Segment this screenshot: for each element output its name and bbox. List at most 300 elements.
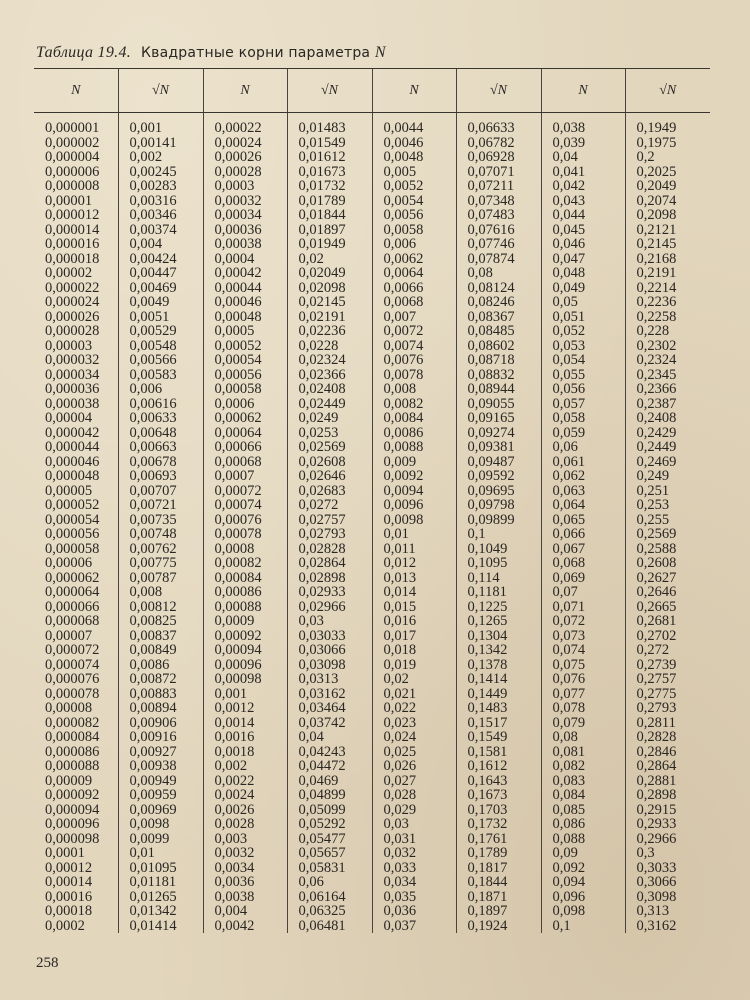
cell-sqrt-n: 0,00825 xyxy=(118,614,203,629)
cell-n: 0,0008 xyxy=(203,542,287,557)
cell-n: 0,0001 xyxy=(45,845,85,861)
cell-n: 0,0014 xyxy=(203,716,287,731)
table-row xyxy=(34,556,710,571)
cell-sqrt-n: 0,07746 xyxy=(456,237,541,252)
cell-n: 0,0016 xyxy=(203,730,287,745)
cell-sqrt-n: 0,09055 xyxy=(456,397,541,412)
cell-n: 0,00082 xyxy=(203,556,287,571)
cell-n: 0,021 xyxy=(372,687,456,702)
table-row xyxy=(34,527,710,542)
cell-n: 0,06 xyxy=(541,440,625,455)
cell-sqrt-n: 0,1181 xyxy=(456,585,541,600)
cell-n: 0,00036 xyxy=(203,223,287,238)
caption-title xyxy=(141,45,386,61)
cell-n: 0,016 xyxy=(372,614,456,629)
cell-sqrt-n: 0,01673 xyxy=(287,165,372,180)
cell-sqrt-n: 0,2 xyxy=(625,150,710,165)
cell-n: 0,00048 xyxy=(203,310,287,325)
cell-n: 0,055 xyxy=(541,368,625,383)
table-row xyxy=(34,397,710,412)
cell-sqrt-n: 0,0098 xyxy=(118,817,203,832)
cell-n: 0,0036 xyxy=(203,875,287,890)
cell-sqrt-n: 0,01095 xyxy=(118,861,203,876)
cell-n: 0,041 xyxy=(541,165,625,180)
cell-sqrt-n: 0,02236 xyxy=(287,324,372,339)
cell-sqrt-n: 0,00663 xyxy=(118,440,203,455)
cell-n: 0,000086 xyxy=(45,743,100,760)
cell-sqrt-n: 0,00346 xyxy=(118,208,203,223)
cell-n: 0,045 xyxy=(541,223,625,238)
table-row xyxy=(34,846,710,861)
cell-n: 0,000084 xyxy=(45,729,100,745)
cell-n: 0,000038 xyxy=(45,395,100,412)
cell-sqrt-n: 0,00762 xyxy=(118,542,203,557)
cell-n: 0,0042 xyxy=(203,919,287,934)
cell-sqrt-n: 0,2702 xyxy=(625,629,710,644)
cell-sqrt-n: 0,1703 xyxy=(456,803,541,818)
cell-sqrt-n: 0,03066 xyxy=(287,643,372,658)
cell-n: 0,096 xyxy=(541,890,625,905)
table-row xyxy=(34,295,710,310)
cell-sqrt-n: 0,00469 xyxy=(118,281,203,296)
cell-n: 0,00094 xyxy=(203,643,287,658)
cell-n: 0,000092 xyxy=(45,787,100,803)
header-sqrt-n: √N xyxy=(456,69,541,113)
table-row xyxy=(34,455,710,470)
cell-sqrt-n: 0,01844 xyxy=(287,208,372,223)
cell-n: 0,076 xyxy=(541,672,625,687)
cell-sqrt-n: 0,114 xyxy=(456,571,541,586)
cell-sqrt-n: 0,05477 xyxy=(287,832,372,847)
cell-n: 0,0004 xyxy=(203,252,287,267)
cell-n: 0,0092 xyxy=(372,469,456,484)
cell-sqrt-n: 0,249 xyxy=(625,469,710,484)
cell-sqrt-n: 0,01483 xyxy=(287,121,372,136)
cell-sqrt-n: 0,0313 xyxy=(287,672,372,687)
cell-sqrt-n: 0,09381 xyxy=(456,440,541,455)
cell-sqrt-n: 0,01181 xyxy=(118,875,203,890)
cell-sqrt-n: 0,06 xyxy=(287,875,372,890)
cell-sqrt-n: 0,04243 xyxy=(287,745,372,760)
cell-n: 0,002 xyxy=(203,759,287,774)
caption-title-text: Квадратные корни параметра xyxy=(141,45,371,61)
cell-sqrt-n: 0,2214 xyxy=(625,281,710,296)
cell-n: 0,000048 xyxy=(45,468,100,484)
table-row xyxy=(34,440,710,455)
cell-sqrt-n: 0,006 xyxy=(118,382,203,397)
cell-n: 0,0076 xyxy=(372,353,456,368)
cell-sqrt-n: 0,00245 xyxy=(118,165,203,180)
cell-sqrt-n: 0,09592 xyxy=(456,469,541,484)
cell-n: 0,00028 xyxy=(203,165,287,180)
cell-n: 0,033 xyxy=(372,861,456,876)
cell-n: 0,00054 xyxy=(203,353,287,368)
cell-n: 0,0052 xyxy=(372,179,456,194)
table-caption xyxy=(36,44,386,62)
cell-sqrt-n: 0,2449 xyxy=(625,440,710,455)
cell-n: 0,000014 xyxy=(45,221,100,238)
cell-sqrt-n: 0,2864 xyxy=(625,759,710,774)
cell-n: 0,066 xyxy=(541,527,625,542)
cell-sqrt-n: 0,02793 xyxy=(287,527,372,542)
cell-sqrt-n: 0,00872 xyxy=(118,672,203,687)
cell-sqrt-n: 0,08602 xyxy=(456,339,541,354)
cell-n: 0,000052 xyxy=(45,497,100,513)
cell-sqrt-n: 0,09487 xyxy=(456,455,541,470)
cell-sqrt-n: 0,2846 xyxy=(625,745,710,760)
cell-n: 0,059 xyxy=(541,426,625,441)
table-row xyxy=(34,339,710,354)
cell-n: 0,0012 xyxy=(203,701,287,716)
cell-n: 0,0088 xyxy=(372,440,456,455)
cell-n: 0,000096 xyxy=(45,816,100,832)
cell-n: 0,038 xyxy=(541,121,625,136)
cell-n: 0,054 xyxy=(541,353,625,368)
cell-sqrt-n: 0,2811 xyxy=(625,716,710,731)
table-row xyxy=(34,310,710,325)
cell-sqrt-n: 0,05657 xyxy=(287,846,372,861)
cell-n: 0,049 xyxy=(541,281,625,296)
cell-sqrt-n: 0,2898 xyxy=(625,788,710,803)
cell-sqrt-n: 0,0253 xyxy=(287,426,372,441)
cell-n: 0,005 xyxy=(372,165,456,180)
cell-sqrt-n: 0,02864 xyxy=(287,556,372,571)
caption-label: Таблица 19.4. xyxy=(36,44,132,61)
cell-sqrt-n: 0,2191 xyxy=(625,266,710,281)
cell-sqrt-n: 0,1 xyxy=(456,527,541,542)
cell-n: 0,00007 xyxy=(45,627,93,644)
cell-n: 0,00004 xyxy=(45,410,93,426)
cell-sqrt-n: 0,06481 xyxy=(287,919,372,934)
cell-n: 0,000036 xyxy=(45,381,100,397)
cell-n: 0,0044 xyxy=(372,121,456,136)
cell-n: 0,0078 xyxy=(372,368,456,383)
header-n: N xyxy=(203,69,287,113)
cell-sqrt-n: 0,2345 xyxy=(625,368,710,383)
cell-sqrt-n: 0,1673 xyxy=(456,788,541,803)
cell-n: 0,00072 xyxy=(203,484,287,499)
cell-sqrt-n: 0,00949 xyxy=(118,774,203,789)
cell-n: 0,004 xyxy=(203,904,287,919)
cell-sqrt-n: 0,01612 xyxy=(287,150,372,165)
cell-n: 0,00086 xyxy=(203,585,287,600)
cell-sqrt-n: 0,1789 xyxy=(456,846,541,861)
cell-sqrt-n: 0,01732 xyxy=(287,179,372,194)
table-row xyxy=(34,252,710,267)
cell-n: 0,0032 xyxy=(203,846,287,861)
cell-sqrt-n: 0,0272 xyxy=(287,498,372,513)
cell-n: 0,058 xyxy=(541,411,625,426)
cell-sqrt-n: 0,0249 xyxy=(287,411,372,426)
cell-n: 0,000008 xyxy=(45,178,100,194)
cell-sqrt-n: 0,2966 xyxy=(625,832,710,847)
table-row xyxy=(34,730,710,745)
table-row xyxy=(34,426,710,441)
cell-sqrt-n: 0,00566 xyxy=(118,353,203,368)
table-row xyxy=(34,411,710,426)
cell-sqrt-n: 0,2681 xyxy=(625,614,710,629)
cell-sqrt-n: 0,1871 xyxy=(456,890,541,905)
cell-sqrt-n: 0,00616 xyxy=(118,397,203,412)
cell-n: 0,00026 xyxy=(203,150,287,165)
cell-sqrt-n: 0,00837 xyxy=(118,629,203,644)
cell-n: 0,039 xyxy=(541,136,625,151)
table-row xyxy=(34,861,710,876)
cell-sqrt-n: 0,07211 xyxy=(456,179,541,194)
cell-sqrt-n: 0,02 xyxy=(287,252,372,267)
cell-n: 0,069 xyxy=(541,571,625,586)
cell-sqrt-n: 0,02098 xyxy=(287,281,372,296)
cell-sqrt-n: 0,00938 xyxy=(118,759,203,774)
cell-sqrt-n: 0,2429 xyxy=(625,426,710,441)
table-row xyxy=(34,817,710,832)
cell-n: 0,017 xyxy=(372,629,456,644)
cell-sqrt-n: 0,1732 xyxy=(456,817,541,832)
cell-sqrt-n: 0,1414 xyxy=(456,672,541,687)
cell-n: 0,00034 xyxy=(203,208,287,223)
cell-sqrt-n: 0,01789 xyxy=(287,194,372,209)
cell-sqrt-n: 0,00424 xyxy=(118,252,203,267)
cell-n: 0,00052 xyxy=(203,339,287,354)
cell-n: 0,1 xyxy=(541,919,625,934)
cell-n: 0,00032 xyxy=(203,194,287,209)
cell-sqrt-n: 0,1342 xyxy=(456,643,541,658)
cell-sqrt-n: 0,2025 xyxy=(625,165,710,180)
cell-n: 0,012 xyxy=(372,556,456,571)
table-row xyxy=(34,150,710,165)
table-body xyxy=(34,113,710,934)
cell-n: 0,044 xyxy=(541,208,625,223)
cell-sqrt-n: 0,02933 xyxy=(287,585,372,600)
cell-sqrt-n: 0,08944 xyxy=(456,382,541,397)
cell-sqrt-n: 0,01949 xyxy=(287,237,372,252)
cell-sqrt-n: 0,02683 xyxy=(287,484,372,499)
cell-n: 0,085 xyxy=(541,803,625,818)
cell-sqrt-n: 0,04 xyxy=(287,730,372,745)
table-row xyxy=(34,237,710,252)
cell-sqrt-n: 0,01414 xyxy=(118,919,203,934)
cell-sqrt-n: 0,2793 xyxy=(625,701,710,716)
cell-sqrt-n: 0,1761 xyxy=(456,832,541,847)
cell-sqrt-n: 0,08124 xyxy=(456,281,541,296)
table-row xyxy=(34,919,710,934)
cell-n: 0,0054 xyxy=(372,194,456,209)
cell-sqrt-n: 0,08832 xyxy=(456,368,541,383)
cell-n: 0,0005 xyxy=(203,324,287,339)
cell-n: 0,047 xyxy=(541,252,625,267)
table-row xyxy=(34,803,710,818)
cell-n: 0,086 xyxy=(541,817,625,832)
cell-sqrt-n: 0,00959 xyxy=(118,788,203,803)
table-row xyxy=(34,281,710,296)
cell-sqrt-n: 0,2049 xyxy=(625,179,710,194)
cell-n: 0,064 xyxy=(541,498,625,513)
cell-sqrt-n: 0,0049 xyxy=(118,295,203,310)
cell-sqrt-n: 0,02449 xyxy=(287,397,372,412)
cell-sqrt-n: 0,01342 xyxy=(118,904,203,919)
cell-sqrt-n: 0,04899 xyxy=(287,788,372,803)
cell-n: 0,094 xyxy=(541,875,625,890)
table-row xyxy=(34,469,710,484)
cell-sqrt-n: 0,1844 xyxy=(456,875,541,890)
table-row xyxy=(34,542,710,557)
cell-sqrt-n: 0,09165 xyxy=(456,411,541,426)
cell-n: 0,027 xyxy=(372,774,456,789)
cell-n: 0,01 xyxy=(372,527,456,542)
cell-sqrt-n: 0,00447 xyxy=(118,266,203,281)
cell-n: 0,00005 xyxy=(45,482,93,499)
table-row xyxy=(34,745,710,760)
cell-n: 0,000062 xyxy=(45,569,100,586)
cell-n: 0,000012 xyxy=(45,207,100,223)
cell-sqrt-n: 0,1378 xyxy=(456,658,541,673)
cell-sqrt-n: 0,02898 xyxy=(287,571,372,586)
cell-sqrt-n: 0,2881 xyxy=(625,774,710,789)
header-sqrt-n: √N xyxy=(625,69,710,113)
cell-n: 0,000022 xyxy=(45,279,100,296)
cell-sqrt-n: 0,01265 xyxy=(118,890,203,905)
cell-sqrt-n: 0,2775 xyxy=(625,687,710,702)
cell-n: 0,00076 xyxy=(203,513,287,528)
cell-sqrt-n: 0,1581 xyxy=(456,745,541,760)
cell-sqrt-n: 0,2569 xyxy=(625,527,710,542)
table-row xyxy=(34,382,710,397)
cell-n: 0,072 xyxy=(541,614,625,629)
cell-n: 0,000001 xyxy=(45,120,100,136)
cell-n: 0,0068 xyxy=(372,295,456,310)
cell-n: 0,000064 xyxy=(45,584,100,600)
cell-sqrt-n: 0,1095 xyxy=(456,556,541,571)
cell-sqrt-n: 0,04472 xyxy=(287,759,372,774)
cell-sqrt-n: 0,02324 xyxy=(287,353,372,368)
cell-sqrt-n: 0,09899 xyxy=(456,513,541,528)
cell-sqrt-n: 0,08367 xyxy=(456,310,541,325)
cell-n: 0,00038 xyxy=(203,237,287,252)
cell-n: 0,056 xyxy=(541,382,625,397)
cell-n: 0,088 xyxy=(541,832,625,847)
cell-n: 0,00096 xyxy=(203,658,287,673)
cell-sqrt-n: 0,08485 xyxy=(456,324,541,339)
header-n: N xyxy=(541,69,625,113)
cell-sqrt-n: 0,1517 xyxy=(456,716,541,731)
cell-n: 0,00008 xyxy=(45,700,93,716)
cell-n: 0,025 xyxy=(372,745,456,760)
cell-sqrt-n: 0,07874 xyxy=(456,252,541,267)
cell-n: 0,00014 xyxy=(45,874,93,890)
cell-sqrt-n: 0,2469 xyxy=(625,455,710,470)
cell-sqrt-n: 0,2739 xyxy=(625,658,710,673)
table-row xyxy=(34,179,710,194)
cell-n: 0,00002 xyxy=(45,265,93,281)
cell-sqrt-n: 0,02408 xyxy=(287,382,372,397)
cell-sqrt-n: 0,06782 xyxy=(456,136,541,151)
cell-n: 0,003 xyxy=(203,832,287,847)
cell-n: 0,00009 xyxy=(45,772,93,789)
table-row xyxy=(34,368,710,383)
cell-sqrt-n: 0,02049 xyxy=(287,266,372,281)
cell-sqrt-n: 0,228 xyxy=(625,324,710,339)
cell-sqrt-n: 0,00633 xyxy=(118,411,203,426)
cell-sqrt-n: 0,09274 xyxy=(456,426,541,441)
table-row xyxy=(34,614,710,629)
cell-n: 0,081 xyxy=(541,745,625,760)
cell-sqrt-n: 0,004 xyxy=(118,237,203,252)
cell-sqrt-n: 0,05099 xyxy=(287,803,372,818)
table-row xyxy=(34,165,710,180)
cell-sqrt-n: 0,2608 xyxy=(625,556,710,571)
cell-n: 0,022 xyxy=(372,701,456,716)
cell-n: 0,000044 xyxy=(45,439,100,455)
cell-n: 0,084 xyxy=(541,788,625,803)
cell-n: 0,0006 xyxy=(203,397,287,412)
cell-n: 0,000024 xyxy=(45,294,100,310)
cell-sqrt-n: 0,2366 xyxy=(625,382,710,397)
cell-sqrt-n: 0,02145 xyxy=(287,295,372,310)
cell-n: 0,0084 xyxy=(372,411,456,426)
cell-sqrt-n: 0,0228 xyxy=(287,339,372,354)
cell-sqrt-n: 0,07071 xyxy=(456,165,541,180)
cell-sqrt-n: 0,3162 xyxy=(625,919,710,934)
table-row xyxy=(34,208,710,223)
cell-sqrt-n: 0,00693 xyxy=(118,469,203,484)
cell-n: 0,00058 xyxy=(203,382,287,397)
cell-n: 0,00012 xyxy=(45,859,93,876)
cell-n: 0,071 xyxy=(541,600,625,615)
caption-variable: N xyxy=(374,44,386,61)
cell-sqrt-n: 0,1897 xyxy=(456,904,541,919)
cell-sqrt-n: 0,06164 xyxy=(287,890,372,905)
cell-sqrt-n: 0,03464 xyxy=(287,701,372,716)
cell-n: 0,000056 xyxy=(45,526,100,542)
cell-sqrt-n: 0,03098 xyxy=(287,658,372,673)
cell-n: 0,000076 xyxy=(45,671,100,687)
table-row xyxy=(34,600,710,615)
cell-n: 0,0026 xyxy=(203,803,287,818)
cell-sqrt-n: 0,07348 xyxy=(456,194,541,209)
table-row xyxy=(34,716,710,731)
cell-n: 0,00046 xyxy=(203,295,287,310)
cell-sqrt-n: 0,08246 xyxy=(456,295,541,310)
cell-sqrt-n: 0,00906 xyxy=(118,716,203,731)
cell-sqrt-n: 0,3098 xyxy=(625,890,710,905)
cell-sqrt-n: 0,03033 xyxy=(287,629,372,644)
cell-sqrt-n: 0,253 xyxy=(625,498,710,513)
cell-n: 0,0048 xyxy=(372,150,456,165)
table-row xyxy=(34,513,710,528)
cell-n: 0,00001 xyxy=(45,192,93,209)
cell-n: 0,00006 xyxy=(45,555,93,571)
cell-n: 0,031 xyxy=(372,832,456,847)
cell-sqrt-n: 0,00812 xyxy=(118,600,203,615)
cell-sqrt-n: 0,00894 xyxy=(118,701,203,716)
cell-n: 0,00066 xyxy=(203,440,287,455)
cell-n: 0,0018 xyxy=(203,745,287,760)
cell-n: 0,011 xyxy=(372,542,456,557)
table-row xyxy=(34,353,710,368)
table-row xyxy=(34,658,710,673)
cell-n: 0,0094 xyxy=(372,484,456,499)
cell-sqrt-n: 0,2302 xyxy=(625,339,710,354)
cell-n: 0,018 xyxy=(372,643,456,658)
cell-sqrt-n: 0,1817 xyxy=(456,861,541,876)
cell-n: 0,0034 xyxy=(203,861,287,876)
cell-n: 0,000034 xyxy=(45,366,100,383)
cell-n: 0,032 xyxy=(372,846,456,861)
cell-n: 0,0074 xyxy=(372,339,456,354)
cell-sqrt-n: 0,2236 xyxy=(625,295,710,310)
cell-n: 0,098 xyxy=(541,904,625,919)
cell-n: 0,0058 xyxy=(372,223,456,238)
